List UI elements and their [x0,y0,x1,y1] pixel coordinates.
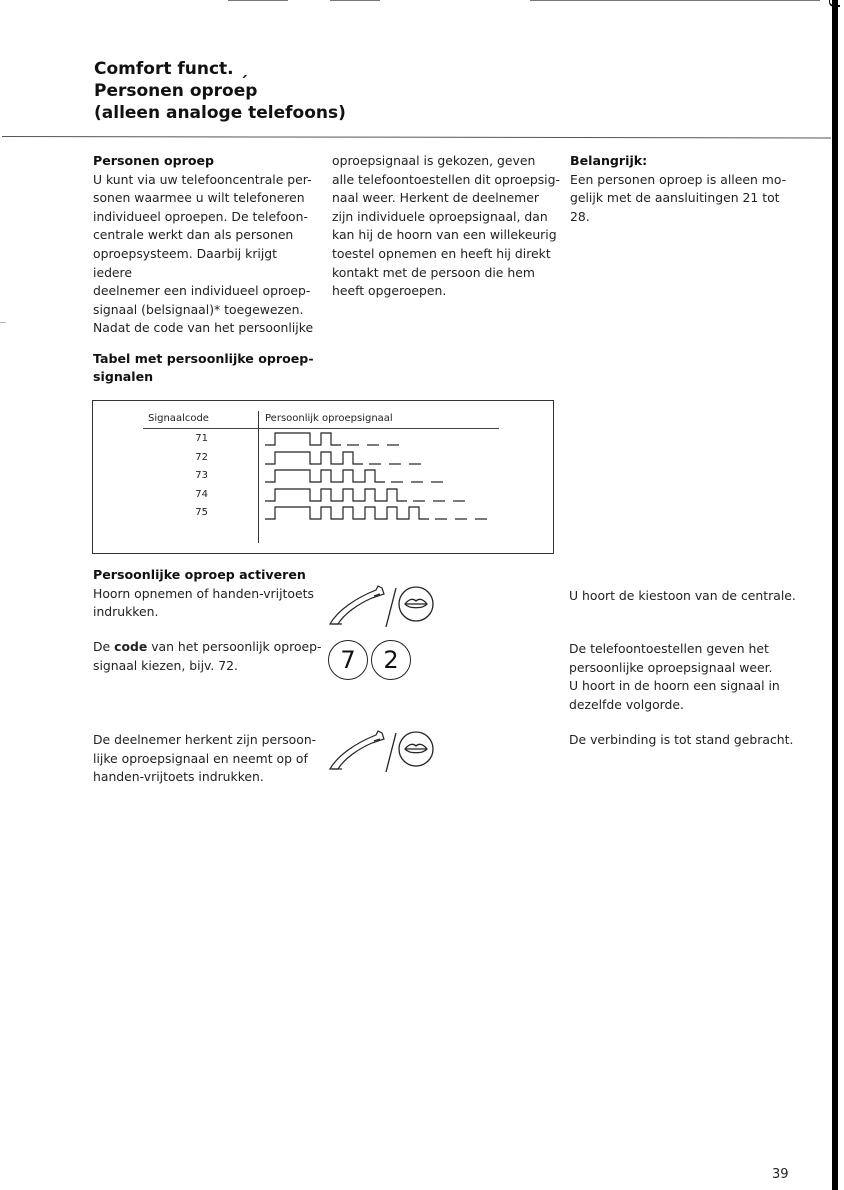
handset-icon [330,731,384,769]
steps-heading-block [93,566,333,622]
header-rule [259,428,499,429]
important-heading: Belangrijk: [570,153,648,168]
text-line: gelijk met de aansluitingen 21 tot [570,190,780,206]
text-line: De telefoontoestellen geven het [569,641,769,656]
signal-table [92,400,554,554]
or-slash [386,733,396,772]
text-line: signaal kiezen, bijv. 72. [93,657,238,673]
column-header-signal: Persoonlijk oproepsignaal [265,413,393,424]
signal-code: 74 [195,488,208,500]
text-line: De deelnemer herkent zijn persoon- [93,732,317,747]
title-line: (alleen analoge telefoons) [94,103,346,123]
step2-result [569,640,809,714]
intro-column-2 [332,152,562,301]
step3-icons [328,725,438,779]
text-line: sonen waarmee u wilt telefoneren [93,190,305,206]
text-line: dezelfde volgorde. [569,696,684,712]
step2-keys [328,640,414,680]
column-header-code: Signaalcode [148,413,209,424]
text: De [93,639,115,654]
title-line: Comfort funct. ˏ [94,59,249,79]
intro-heading: Personen oproep [93,153,215,168]
step3-result: De verbinding is tot stand gebracht. [569,732,794,747]
signal-waveform [265,487,505,503]
step1-result: U hoort de kiestoon van de centrale. [569,588,796,603]
scan-edge-line [228,0,288,1]
important-note [570,152,800,226]
signal-waveform [265,505,505,521]
text-line: Een personen oproep is alleen mo- [570,171,787,187]
text-line: indrukken. [93,604,159,620]
signal-pulse-train [265,489,407,501]
text-line: kontakt met de persoon die hem [332,264,535,280]
page-edge-cap [829,0,840,7]
title-line: Personen oproep [94,81,258,101]
text-line: Hoorn opnemen of handen-vrijtoets [93,585,314,601]
text-line: oproepsysteem. Daarbij krijgt iedere [93,245,278,280]
margin-mark [0,322,6,323]
page-number: 39 [772,1167,789,1182]
text-line: handen-vrijtoets indrukken. [93,769,264,785]
speakerphone-lips-icon [399,732,433,766]
header-rule [143,428,258,429]
title-line: signalen [93,369,154,384]
text-line: oproepsignaal is gekozen, geven [332,153,536,168]
page-edge-bar [832,0,838,1190]
text-line [93,638,323,657]
key-7-icon: 7 [328,640,368,680]
signal-pulse-train [265,433,341,445]
signal-pulse-train [265,452,363,464]
signal-code: 73 [195,470,208,481]
signal-waveform [265,431,505,447]
handset-icon [330,586,384,624]
text-line: persoonlijke oproepsignaal weer. [569,659,773,675]
intro-column-1 [93,152,318,338]
step2-text [93,638,323,675]
text-line: centrale werkt dan als personen [93,227,294,243]
bold-text: code [114,639,148,654]
title-divider [2,136,831,138]
or-slash [386,588,396,627]
text: van het persoonlijk oproep- [147,639,322,654]
signal-pulse-train [265,470,385,482]
text-line: alle telefoontoestellen dit oproepsig- [332,171,560,187]
text-line: U hoort in de hoorn een signaal in [569,678,780,694]
signal-code: 75 [195,507,208,518]
signal-code: 72 [195,451,208,463]
scan-edge-line [330,0,380,1]
step1-icons [328,580,438,634]
page-title [94,58,346,124]
title-line: Tabel met persoonlijke oproep- [93,351,314,366]
key-2-icon: 2 [371,640,411,680]
text-line: zijn individuele oproepsignaal, dan [332,208,548,224]
text-line: heeft opgeroepen. [332,283,447,299]
signal-waveform [265,468,505,484]
speakerphone-lips-icon [399,587,433,621]
text-line: naal weer. Herkent de deelnemer [332,190,539,206]
table-title [93,350,353,386]
signal-pulse-train [265,507,429,519]
text-line: lijke oproepsignaal en neemt op of [93,750,308,766]
text-line: kan hij de hoorn van een willekeurig [332,227,557,243]
scan-edge-line [530,0,820,1]
text-line: toestel opnemen en heeft hij direkt [332,245,551,261]
text-line: deelnemer een individueel oproep- [93,283,311,299]
column-divider [258,411,259,543]
signal-code: 71 [195,433,208,444]
text-line: 28. [570,208,590,224]
step3-text [93,731,323,787]
signal-waveform [265,450,505,466]
text-line: Nadat de code van het persoonlijke [93,320,314,336]
steps-heading: Persoonlijke oproep activeren [93,567,306,582]
text-line: signaal (belsignaal)* toegewezen. [93,301,304,317]
text-line: individueel oproepen. De telefoon- [93,208,308,224]
text-line: U kunt via uw telefooncentrale per- [93,171,312,187]
